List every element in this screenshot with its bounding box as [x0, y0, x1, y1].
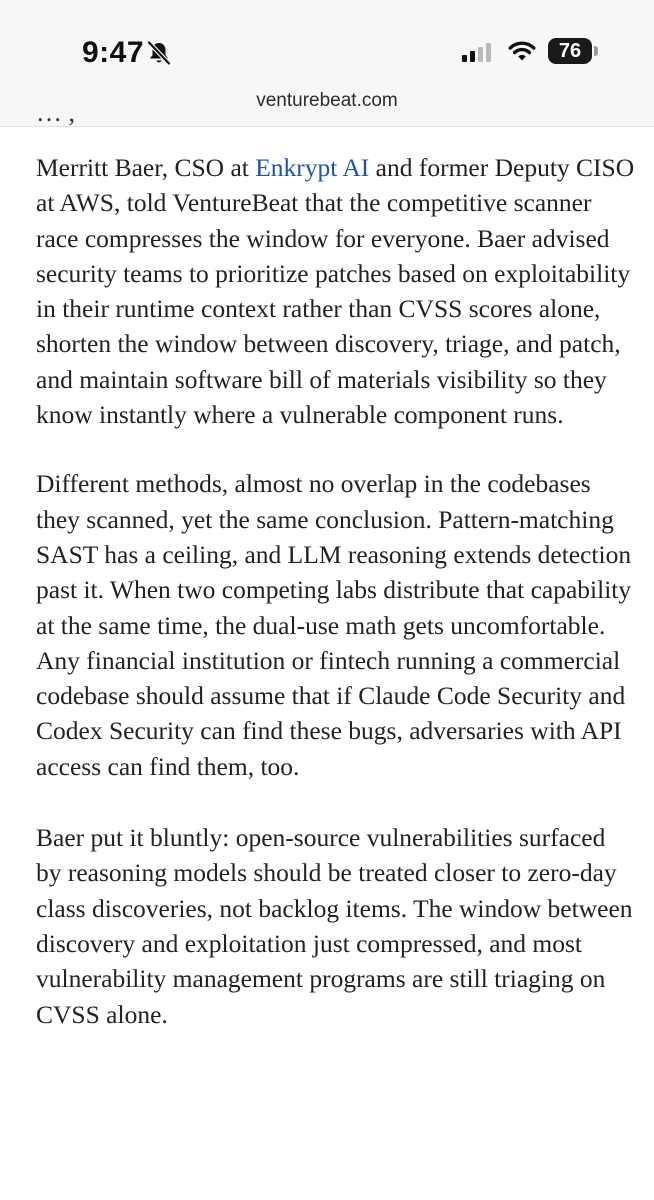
status-time: 9:47	[82, 36, 145, 69]
article-paragraph-3: Baer put it bluntly: open-source vulnerabilities surfaced by reasoning models should be treated closer to zero-day class discoveries, not backlog items. The window between discovery and exploitation just compressed, and most vulnerability management programs are still triaging on CVSS alone.	[36, 823, 633, 1029]
status-bar	[0, 0, 654, 84]
cellular-signal-icon	[462, 42, 494, 62]
paragraph-1-text-start: Merritt Baer, CSO at	[36, 153, 256, 182]
paragraph-1-text-end: and former Deputy CISO at AWS, told VentureBeat that the competitive scanner race compresses the window for everyone. Baer advised security teams to prioritize patches based on exploitability in their runtime context rather than CVSS scores alone, shorten the window between discovery, triage, and patch, and maintain software bill of materials visibility so they know instantly where a vulnerable component runs.	[36, 153, 635, 430]
article-body	[36, 150, 636, 1066]
url-text[interactable]: venturebeat.com	[256, 90, 398, 111]
article-paragraph-2: Different methods, almost no overlap in the codebases they scanned, yet the same conclusion. Pattern-matching SAST has a ceiling, and LLM reasoning extends detection past it. When two competing labs distribute that capability at the same time, the dual-use math gets uncomfortable. Any financial institution or fintech running a commercial codebase should assume that if Claude Code Security and Codex Security can find these bugs, adversaries with API access can find them, too.	[36, 469, 632, 781]
article-paragraph-1	[36, 150, 636, 432]
clipped-text: … ,	[36, 98, 75, 127]
battery-icon: 76	[548, 38, 592, 64]
bell-slash-icon	[146, 40, 172, 66]
enkrypt-ai-link[interactable]: Enkrypt AI	[255, 153, 370, 182]
wifi-icon	[506, 39, 538, 63]
battery-tip	[594, 46, 598, 56]
